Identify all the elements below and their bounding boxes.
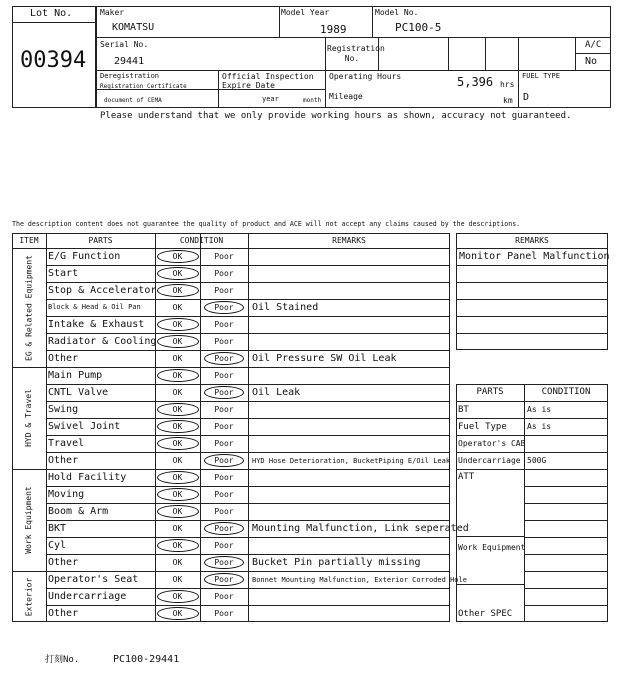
part-name: Swivel Joint (48, 421, 121, 432)
ok-label: OK (172, 252, 183, 261)
selected-ok-circle (157, 539, 199, 552)
fuel-type-value: D (523, 92, 530, 103)
part-name: Stop & Accelerator (48, 285, 157, 296)
ok-label: OK (172, 439, 183, 448)
part-name: Other (48, 557, 79, 568)
group-label: Exterior (24, 577, 33, 616)
right-part-name: BT (458, 405, 469, 415)
poor-label: Poor (214, 558, 234, 567)
selected-ok-circle (157, 318, 199, 331)
remark-text: Oil Leak (252, 387, 301, 398)
col-remarks-header: REMARKS (332, 236, 366, 245)
right-part-condition: As is (527, 422, 552, 431)
part-name: Other (48, 353, 79, 364)
ok-label: OK (172, 456, 183, 465)
inspection-label-2: Expire Date (222, 81, 275, 90)
selected-poor-circle (204, 573, 244, 586)
ok-label: OK (172, 320, 183, 329)
part-name: Undercarriage (48, 591, 127, 602)
month-label: month (303, 97, 322, 104)
selected-ok-circle (157, 505, 199, 518)
hours-value: 5,396 (457, 75, 494, 89)
poor-label: Poor (214, 592, 234, 601)
right-part-name: Fuel Type (458, 422, 507, 432)
lot-number: 00394 (20, 48, 87, 73)
col-condition-header: CONDITION (179, 236, 224, 245)
ok-label: OK (172, 269, 183, 278)
footer-label: 打刻No. (45, 655, 80, 665)
model-no-label: Model No. (375, 8, 419, 17)
right-part-name: Operator's CAB (458, 439, 526, 448)
right-part-condition: 500G (527, 456, 547, 465)
ok-label: OK (172, 337, 183, 346)
selected-ok-circle (157, 369, 199, 382)
ok-label: OK (172, 422, 183, 431)
part-name: E/G Function (48, 251, 121, 262)
selected-ok-circle (157, 590, 199, 603)
right-parts-header: PARTS (476, 387, 504, 397)
poor-label: Poor (214, 252, 234, 261)
poor-label: Poor (214, 524, 234, 533)
group-label: HYD & Travel (24, 389, 33, 447)
col-item-header: ITEM (19, 236, 39, 245)
part-name: Block & Head & Oil Pan (48, 303, 141, 311)
poor-label: Poor (214, 337, 234, 346)
ac-label: A/C (585, 40, 602, 50)
disclaimer: The description content does not guarantee the quality of product and ACE will not accept any claims caused by the descriptions. (12, 220, 521, 228)
remark-text: Bucket Pin partially missing (252, 557, 421, 568)
right-condition-header: CONDITION (541, 387, 591, 397)
poor-label: Poor (214, 541, 234, 550)
part-name: Start (48, 268, 79, 279)
registration-label: Registration No. (327, 44, 385, 63)
km-unit: km (503, 96, 513, 105)
ok-label: OK (172, 558, 183, 567)
part-name: Travel (48, 438, 85, 449)
selected-poor-circle (204, 556, 244, 569)
ok-label: OK (172, 388, 183, 397)
selected-ok-circle (157, 437, 199, 450)
registration-certificate-label: Registration Certificate (100, 83, 187, 90)
inspection-label-1: Official Inspection (222, 72, 314, 81)
selected-ok-circle (157, 250, 199, 263)
serial-value: 29441 (114, 56, 145, 67)
remark-text: Oil Stained (252, 302, 319, 313)
selected-ok-circle (157, 607, 199, 620)
poor-label: Poor (214, 456, 234, 465)
model-year-value: 1989 (320, 23, 347, 36)
serial-label: Serial No. (100, 40, 149, 49)
poor-label: Poor (214, 354, 234, 363)
deregistration-label: Deregistration (100, 72, 160, 80)
part-name: Radiator & Cooling (48, 336, 157, 347)
ok-label: OK (172, 609, 183, 618)
part-name: BKT (48, 523, 67, 534)
footer-value: PC100-29441 (113, 654, 180, 665)
remark-text: Bonnet Mounting Malfunction, Exterior Corroded Hole (252, 576, 467, 584)
fuel-type-label: FUEL TYPE (522, 72, 560, 80)
model-year-label: Model Year (281, 8, 330, 17)
selected-poor-circle (204, 454, 244, 467)
remark-text: Mounting Malfunction, Link seperated (252, 523, 469, 534)
ac-value: No (585, 56, 598, 67)
ok-label: OK (172, 541, 183, 550)
right-part-name: Undercarriage (458, 456, 521, 465)
selected-ok-circle (157, 471, 199, 484)
ok-label: OK (172, 286, 183, 295)
part-name: Other (48, 608, 79, 619)
part-name: Other (48, 455, 79, 466)
maker-value: KOMATSU (112, 22, 155, 33)
selected-poor-circle (204, 522, 244, 535)
model-no-value: PC100-5 (395, 21, 442, 34)
poor-label: Poor (214, 507, 234, 516)
poor-label: Poor (214, 405, 234, 414)
remark-text: Oil Pressure SW Oil Leak (252, 353, 397, 364)
selected-ok-circle (157, 267, 199, 280)
ok-label: OK (172, 473, 183, 482)
lot-label: Lot No. (30, 8, 73, 19)
part-name: Moving (48, 489, 85, 500)
poor-label: Poor (214, 439, 234, 448)
maker-label: Maker (100, 8, 125, 17)
poor-label: Poor (214, 269, 234, 278)
year-label: year (262, 95, 279, 103)
other-spec-label: Other SPEC (458, 609, 513, 619)
selected-ok-circle (157, 284, 199, 297)
operating-hours-label: Operating Hours (329, 72, 402, 81)
part-name: CNTL Valve (48, 387, 109, 398)
poor-label: Poor (214, 490, 234, 499)
ok-label: OK (172, 575, 183, 584)
poor-label: Poor (214, 388, 234, 397)
selected-poor-circle (204, 386, 244, 399)
poor-label: Poor (214, 422, 234, 431)
part-name: Cyl (48, 540, 67, 551)
selected-ok-circle (157, 488, 199, 501)
group-label: Work Equipment (24, 486, 33, 554)
att-label: ATT (458, 472, 475, 482)
ok-label: OK (172, 405, 183, 414)
cema-label: document of CEMA (104, 97, 162, 104)
part-name: Swing (48, 404, 79, 415)
ok-label: OK (172, 524, 183, 533)
selected-poor-circle (204, 352, 244, 365)
poor-label: Poor (214, 286, 234, 295)
right-remarks-row: Monitor Panel Malfunction (459, 251, 610, 262)
right-part-condition: As is (527, 405, 552, 414)
group-label: EG & Related Equipment (24, 254, 33, 361)
poor-label: Poor (214, 371, 234, 380)
poor-label: Poor (214, 473, 234, 482)
ok-label: OK (172, 490, 183, 499)
ok-label: OK (172, 354, 183, 363)
poor-label: Poor (214, 320, 234, 329)
poor-label: Poor (214, 609, 234, 618)
part-name: Intake & Exhaust (48, 319, 145, 330)
poor-label: Poor (214, 303, 234, 312)
selected-poor-circle (204, 301, 244, 314)
hrs-unit: hrs (500, 80, 515, 89)
ok-label: OK (172, 507, 183, 516)
col-parts-header: PARTS (88, 236, 113, 245)
remark-text: HYD Hose Deterioration, BucketPiping E/Oil Leak (252, 457, 451, 465)
work-equipment-label: Work Equipment (458, 543, 526, 552)
selected-ok-circle (157, 403, 199, 416)
part-name: Boom & Arm (48, 506, 109, 517)
selected-ok-circle (157, 420, 199, 433)
part-name: Hold Facility (48, 472, 127, 483)
hours-note: Please understand that we only provide working hours as shown, accuracy not guaranteed. (100, 111, 572, 121)
part-name: Operator's Seat (48, 574, 139, 585)
selected-ok-circle (157, 335, 199, 348)
mileage-label: Mileage (329, 92, 363, 101)
part-name: Main Pump (48, 370, 103, 381)
ok-label: OK (172, 371, 183, 380)
ok-label: OK (172, 303, 183, 312)
poor-label: Poor (214, 575, 234, 584)
ok-label: OK (172, 592, 183, 601)
right-remarks-header: REMARKS (515, 236, 549, 245)
